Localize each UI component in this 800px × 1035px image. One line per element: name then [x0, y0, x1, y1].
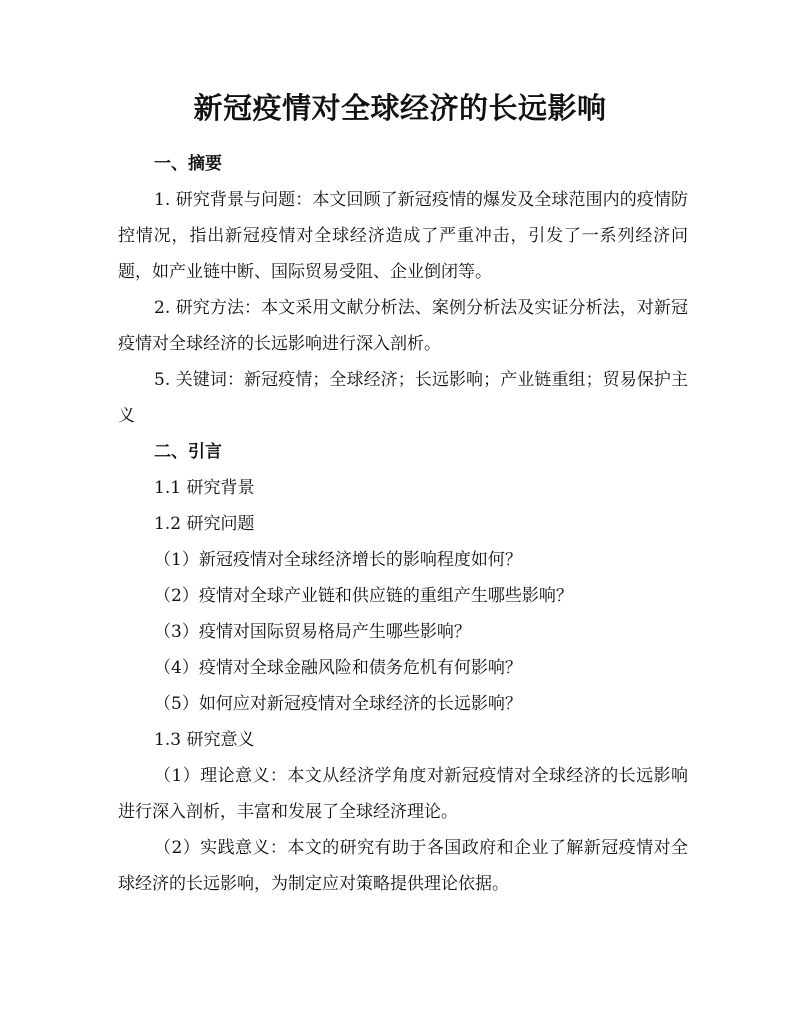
significance-theoretical: （1）理论意义：本文从经济学角度对新冠疫情对全球经济的长远影响进行深入剖析，丰富和发展了全球经济理论。 — [118, 766, 688, 822]
section-label-significance: 1.3 研究意义 — [154, 730, 255, 750]
abstract-point-method: 2. 研究方法：本文采用文献分析法、案例分析法及实证分析法，对新冠疫情对全球经济的长远影响进行深入剖析。 — [118, 298, 688, 354]
question-item: （4）疫情对全球金融风险和债务危机有何影响？ — [154, 658, 522, 678]
question-item: （1）新冠疫情对全球经济增长的影响程度如何？ — [154, 550, 522, 570]
abstract-point-background: 1. 研究背景与问题：本文回顾了新冠疫情的爆发及全球范围内的疫情防控情况，指出新冠疫情对全球经济造成了严重冲击，引发了一系列经济问题，如产业链中断、国际贸易受阻、企业倒闭等。 — [118, 190, 688, 282]
document-body — [118, 146, 688, 902]
question-item: （3）疫情对国际贸易格局产生哪些影响？ — [154, 622, 471, 642]
document-title: 新冠疫情对全球经济的长远影响 — [193, 91, 607, 125]
introduction-heading: 二、引言 — [154, 442, 222, 462]
abstract-heading: 一、摘要 — [154, 154, 222, 174]
section-label-questions: 1.2 研究问题 — [154, 514, 255, 534]
question-item: （5）如何应对新冠疫情对全球经济的长远影响？ — [154, 694, 522, 714]
significance-practical: （2）实践意义：本文的研究有助于各国政府和企业了解新冠疫情对全球经济的长远影响，为制定应对策略提供理论依据。 — [118, 838, 688, 894]
section-label-background: 1.1 研究背景 — [154, 478, 255, 498]
abstract-point-keywords: 5. 关键词：新冠疫情；全球经济；长远影响；产业链重组；贸易保护主义 — [118, 370, 688, 426]
question-item: （2）疫情对全球产业链和供应链的重组产生哪些影响？ — [154, 586, 573, 606]
